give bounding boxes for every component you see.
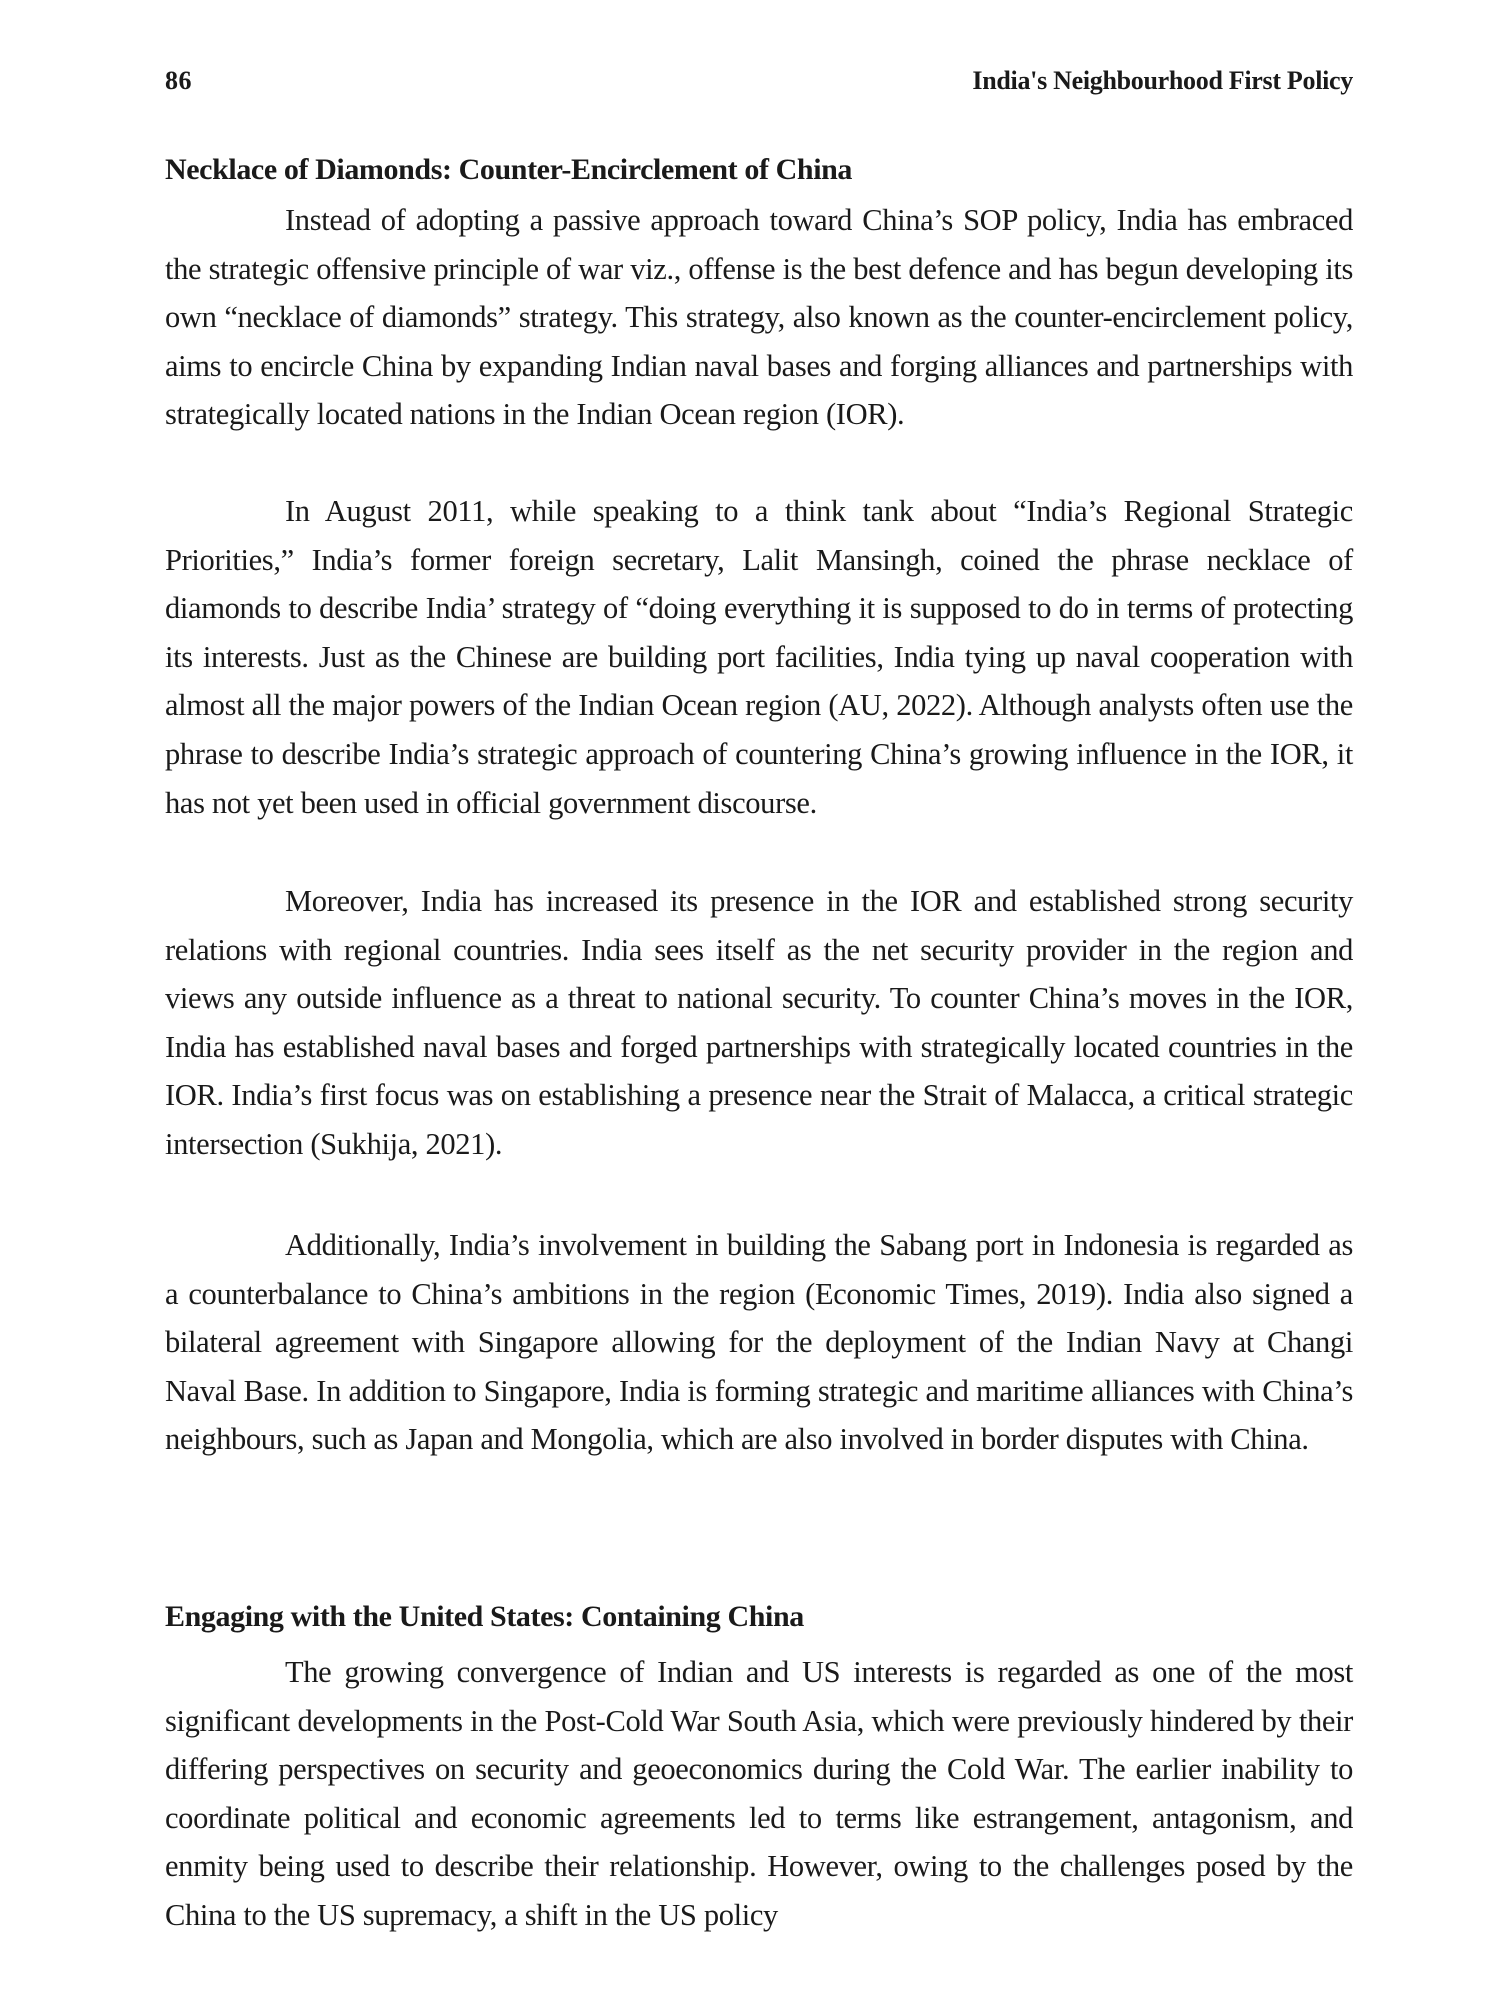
section-heading-engaging-united-states: Engaging with the United States: Containing China xyxy=(165,1600,804,1633)
paragraph: The growing convergence of Indian and US interests is regarded as one of the most significant developments in the Post-Cold War South Asia, which were previously hindered by their differing perspectives on security and geoeconomics during the Cold War. The earlier inability to coordinate political and economic agreements led to terms like estrangement, antagonism, and enmity being used to describe their relationship. However, owing to the challenges posed by the China to the US supremacy, a shift in the US policy xyxy=(165,1655,1353,1932)
book-title: India's Neighbourhood First Policy xyxy=(972,66,1353,95)
page-number: 86 xyxy=(165,66,192,95)
paragraph: Additionally, India’s involvement in building the Sabang port in Indonesia is regarded as a counterbalance to China’s ambitions in the region (Economic Times, 2019). India also signed a bilateral agreement with Singapore allowing for the deployment of the Indian Navy at Changi Naval Base. In addition to Singapore, India is forming strategic and maritime alliances with China’s neighbours, such as Japan and Mongolia, which are also involved in border disputes with China. xyxy=(165,1228,1353,1457)
paragraph: In August 2011, while speaking to a think tank about “India’s Regional Strategic Priorities,” India’s former foreign secretary, Lalit Mansingh, coined the phrase necklace of diamonds to describe India’ strategy of “doing everything it is supposed to do in terms of protecting its interests. Just as the Chinese are building port facilities, India tying up naval cooperation with almost all the major powers of the Indian Ocean region (AU, 2022). Although analysts often use the phrase to describe India’s strategic approach of countering China’s growing influence in the IOR, it has not yet been used in official government discourse. xyxy=(165,494,1353,820)
paragraph: Instead of adopting a passive approach toward China’s SOP policy, India has embraced the strategic offensive principle of war viz., offense is the best defence and has begun developing its own “necklace of diamonds” strategy. This strategy, also known as the counter-encirclement policy, aims to encircle China by expanding Indian naval bases and forging alliances and partnerships with strategically located nations in the Indian Ocean region (IOR). xyxy=(165,203,1353,432)
section-heading-necklace-of-diamonds: Necklace of Diamonds: Counter-Encirclement of China xyxy=(165,153,853,186)
paragraph: Moreover, India has increased its presence in the IOR and established strong security relations with regional countries. India sees itself as the net security provider in the region and views any outside influence as a threat to national security. To counter China’s moves in the IOR, India has established naval bases and forged partnerships with strategically located countries in the IOR. India’s first focus was on establishing a presence near the Strait of Malacca, a critical strategic intersection (Sukhija, 2021). xyxy=(165,884,1353,1161)
running-header xyxy=(165,66,1353,106)
